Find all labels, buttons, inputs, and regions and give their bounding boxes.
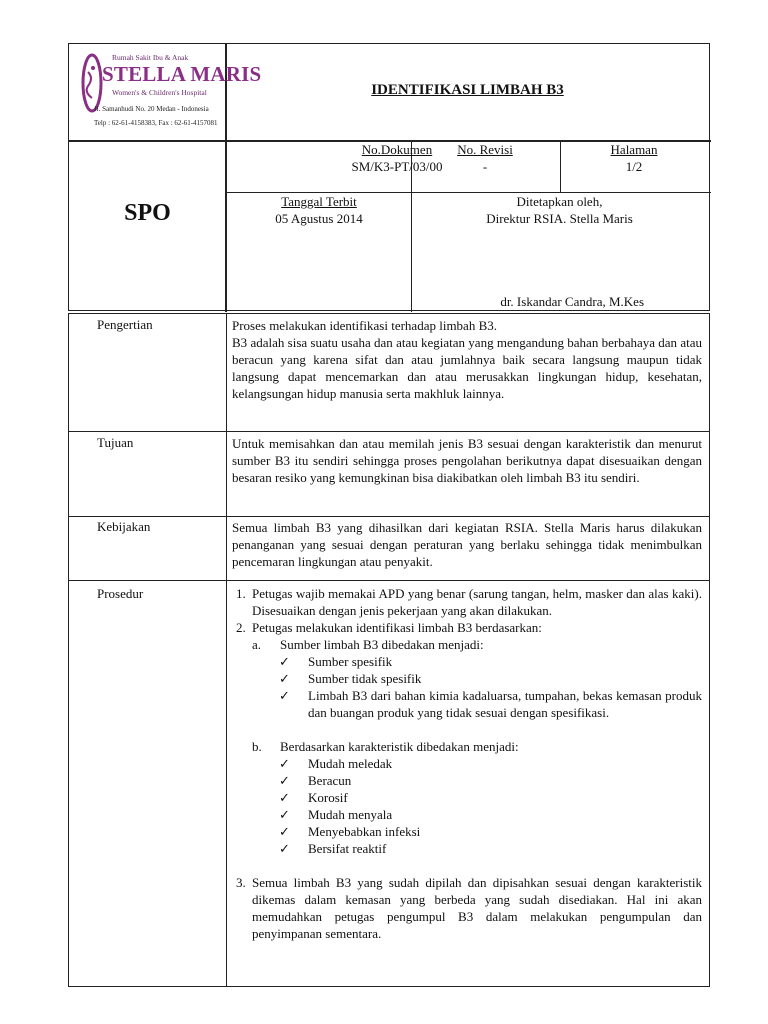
- pengertian-text: [232, 317, 702, 402]
- prosedur-label: Prosedur: [97, 586, 144, 601]
- prosedur-sub-b: Berdasarkan karakteristik dibedakan menjadi:: [280, 739, 519, 754]
- pengertian-line1: Proses melakukan identifikasi terhadap limbah B3.: [232, 318, 497, 333]
- list-item: ✓ Mudah menyala: [279, 807, 393, 822]
- list-item: 1. Petugas wajib memakai APD yang benar (sarung tangan, helm, masker dan alas kaki). Disesuaikan dengan jenis pekerjaan yang akan dilakukan.: [236, 586, 702, 618]
- logo-subtitle: Rumah Sakit Ibu & Anak: [112, 53, 189, 62]
- checkmark-icon: ✓: [279, 773, 290, 788]
- list-item: ✓ Beracun: [279, 773, 352, 788]
- checkmark-icon: ✓: [279, 756, 290, 771]
- signatory-name: dr. Iskandar Candra, M.Kes: [500, 294, 644, 309]
- kebijakan-label: Kebijakan: [97, 519, 151, 534]
- prosedur-item-3: Semua limbah B3 yang sudah dipilah dan dipisahkan sesuai dengan karakteristik dikemas dalam kemasan yang berbeda yang sudah disediakan. Hal ini akan memudahkan petugas pengumpul B3 dalam melakukan pengumpulan dan penyimpanan sementara.: [252, 875, 702, 941]
- tanggal-terbit-value: 05 Agustus 2014: [275, 211, 363, 226]
- prosedur-item-2: Petugas melakukan identifikasi limbah B3 berdasarkan:: [252, 620, 542, 635]
- no-dokumen-value: SM/K3-PT/03/00: [351, 159, 443, 174]
- jabatan-value: Direktur RSIA. Stella Maris: [486, 211, 633, 226]
- kebijakan-text: Semua limbah B3 yang dihasilkan dari kegiatan RSIA. Stella Maris harus dilakukan penanganan yang sesuai dengan peraturan yang berlaku sehingga tidak menimbulkan pencemaran lingkungan atau penyakit.: [232, 520, 702, 569]
- halaman-label: Halaman: [610, 142, 658, 157]
- list-item: 3. Semua limbah B3 yang sudah dipilah dan dipisahkan sesuai dengan karakteristik dikemas dalam kemasan yang berbeda yang sudah disediakan. Hal ini akan memudahkan petugas pengumpul B3 dalam melakukan pengumpulan dan penyimpanan sementara.: [236, 875, 702, 941]
- list-item: ✓ Mudah meledak: [279, 756, 393, 771]
- list-item: 2. Petugas melakukan identifikasi limbah B3 berdasarkan:: [236, 620, 542, 635]
- checkmark-icon: ✓: [279, 824, 290, 839]
- tujuan-text: Untuk memisahkan dan atau memilah jenis B3 sesuai dengan karakteristik dan menurut sumber B3 itu sendiri sehingga proses pengolahan berikutnya dapat disesuaikan dengan besaran resiko yang kemungkinan bisa diakibatkan oleh limbah B3 itu sendiri.: [232, 436, 702, 485]
- prosedur-list: [232, 585, 702, 942]
- list-item: a. Sumber limbah B3 dibedakan menjadi:: [252, 637, 484, 652]
- pengertian-label: Pengertian: [97, 317, 153, 332]
- spo-label: SPO: [124, 200, 171, 226]
- tujuan-label: Tujuan: [97, 435, 134, 450]
- prosedur-sub-a: Sumber limbah B3 dibedakan menjadi:: [280, 637, 484, 652]
- pengertian-body: B3 adalah sisa suatu usaha dan atau kegiatan yang mengandung bahan berbahaya dan atau beracun yang karena sifat dan atau jumlahnya baik secara langsung maupun tidak langsung dapat mencemarkan dan atau merusakkan lingkungan hidup, kesehatan, kelangsungan hidup manusia serta makhluk lainnya.: [232, 335, 702, 401]
- logo-address: Jl. Samanhudi No. 20 Medan - Indonesia: [94, 105, 209, 113]
- list-item: b. Berdasarkan karakteristik dibedakan menjadi:: [252, 739, 519, 754]
- logo-name: STELLA MARIS: [102, 62, 262, 86]
- no-dokumen-label: No.Dokumen: [361, 142, 433, 157]
- no-revisi-label: No. Revisi: [457, 142, 513, 157]
- document-title: IDENTIFIKASI LIMBAH B3: [371, 82, 564, 98]
- checkmark-icon: ✓: [279, 688, 290, 703]
- checkmark-icon: ✓: [279, 807, 290, 822]
- ditetapkan-label: Ditetapkan oleh,: [516, 194, 603, 209]
- prosedur-item-1: Petugas wajib memakai APD yang benar (sarung tangan, helm, masker dan alas kaki). Disesuaikan dengan jenis pekerjaan yang akan dilakukan.: [252, 586, 702, 618]
- hospital-logo: [74, 48, 262, 136]
- list-item: ✓ Bersifat reaktif: [279, 841, 387, 856]
- list-item: ✓ Sumber spesifik: [279, 654, 393, 669]
- list-item: ✓ Sumber tidak spesifik: [279, 671, 422, 686]
- checkmark-icon: ✓: [279, 841, 290, 856]
- logo-phone: Telp : 62-61-4158383, Fax : 62-61-4157081: [94, 119, 218, 127]
- checkmark-icon: ✓: [279, 790, 290, 805]
- halaman-value: 1/2: [625, 159, 643, 174]
- checkmark-icon: ✓: [279, 671, 290, 686]
- checkmark-icon: ✓: [279, 654, 290, 669]
- no-revisi-value: -: [482, 159, 488, 174]
- list-item: ✓ Limbah B3 dari bahan kimia kadaluarsa, tumpahan, bekas kemasan produk dan buangan produk yang tidak sesuai dengan spesifikasi.: [279, 688, 702, 720]
- logo-tagline: Women's & Children's Hospital: [112, 88, 207, 97]
- list-item: ✓ Korosif: [279, 790, 348, 805]
- list-item: ✓ Menyebabkan infeksi: [279, 824, 421, 839]
- tanggal-terbit-label: Tanggal Terbit: [281, 194, 357, 209]
